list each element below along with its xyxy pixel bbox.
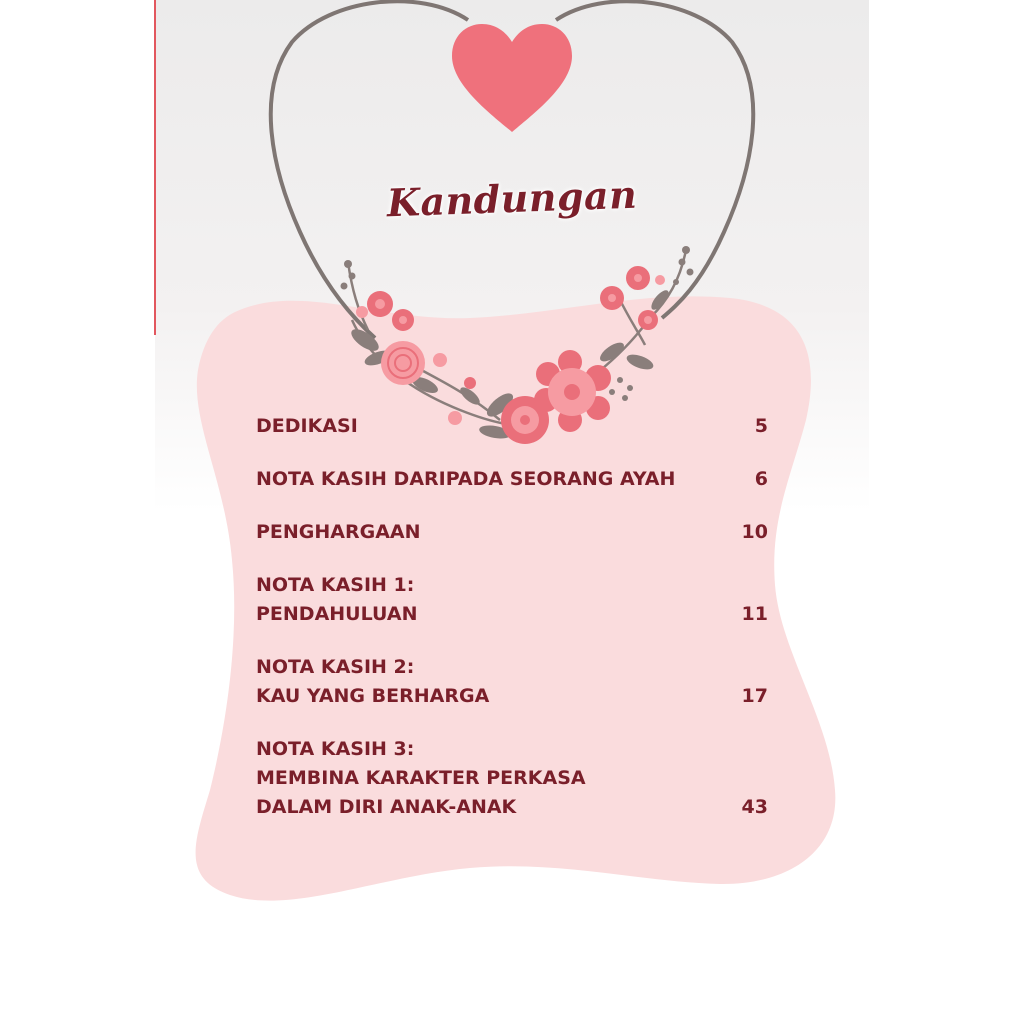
page-title: Kandungan xyxy=(386,171,638,226)
toc-entry-title: NOTA KASIH 1: xyxy=(256,574,415,596)
table-of-contents xyxy=(256,412,768,846)
toc-entry-title: NOTA KASIH DARIPADA SEORANG AYAH xyxy=(256,468,676,490)
toc-entry-title: DALAM DIRI ANAK-ANAK xyxy=(256,796,517,818)
toc-entry-title: PENGHARGAAN xyxy=(256,521,421,543)
toc-entry-title: DEDIKASI xyxy=(256,415,358,437)
toc-entry-title: NOTA KASIH 2: xyxy=(256,656,415,678)
toc-entry-title: MEMBINA KARAKTER PERKASA xyxy=(256,767,586,789)
toc-page-number: 6 xyxy=(754,468,768,490)
toc-page-number: 5 xyxy=(754,415,768,437)
toc-entry xyxy=(256,518,768,547)
toc-entry-title: PENDAHULUAN xyxy=(256,603,418,625)
toc-page-number: 11 xyxy=(741,603,768,625)
toc-entry xyxy=(256,571,768,629)
heart-icon xyxy=(452,24,572,132)
toc-entry xyxy=(256,653,768,711)
toc-page-number: 10 xyxy=(741,521,768,543)
toc-entry-title: NOTA KASIH 3: xyxy=(256,738,415,760)
toc-entry xyxy=(256,735,768,822)
toc-page-number: 17 xyxy=(741,685,768,707)
toc-entry-title: KAU YANG BERHARGA xyxy=(256,685,490,707)
toc-page-number: 43 xyxy=(741,796,768,818)
toc-entry xyxy=(256,412,768,441)
toc-entry xyxy=(256,465,768,494)
